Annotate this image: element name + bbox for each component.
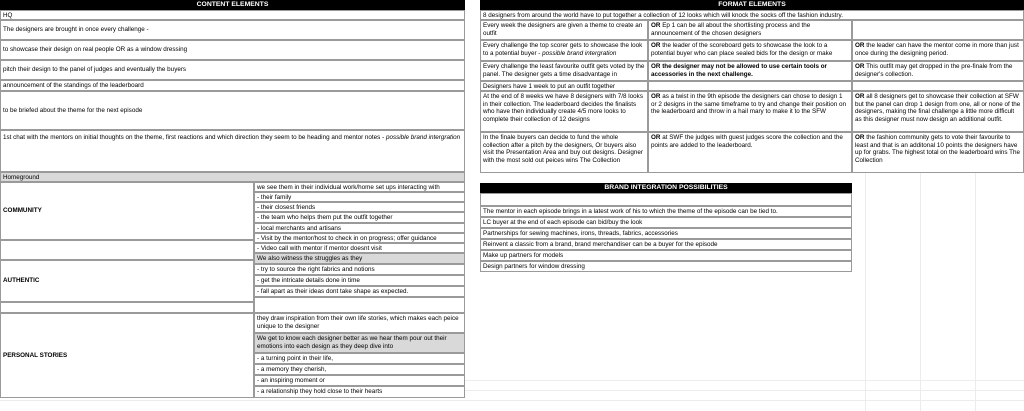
format-cell[interactable] (648, 40, 852, 61)
cell-empty[interactable] (254, 297, 465, 313)
format-cell[interactable] (852, 20, 1024, 40)
format-elements-header: FORMAT ELEMENTS (480, 0, 1024, 10)
cell-text: Every challenge the top scorer gets to showcase the look to a potential buyer - (483, 42, 643, 57)
brand-integration-header: BRAND INTEGRATION POSSIBILITIES (480, 183, 852, 193)
format-cell[interactable] (648, 132, 852, 173)
cell-text: as a twist in the 9th episode the designers can chose to design 1 or 2 designs in the same timeframe to try and change their position on the leaderboard and throw in a hail mary to make it to the SFW (651, 93, 846, 116)
cell-content-row[interactable] (0, 130, 465, 172)
cell-text: the leader can have the mentor come in more than just once during the designing period. (855, 42, 1019, 57)
brand-item[interactable]: Design partners for window dressing (480, 261, 852, 272)
brand-item[interactable]: The mentor in each episode brings in a latest work of his to which the theme of the episode can be tied to. (480, 206, 852, 217)
community-item[interactable]: - Video call with mentor if mentor doesnt visit (254, 243, 465, 253)
cell-text: Ep 1 can be all about the shortlisting process and the announcement of the chosen designers (651, 22, 811, 37)
label-authentic[interactable]: AUTHENTIC (0, 260, 254, 302)
personal-item[interactable]: they draw inspiration from their own life stories, which makes each peice unique to the designer (254, 313, 465, 333)
authentic-item[interactable]: - get the intricate details done in time (254, 275, 465, 286)
cell-empty[interactable] (0, 302, 254, 313)
format-cell[interactable] (852, 91, 1024, 132)
label-community[interactable]: COMMUNITY (0, 182, 254, 240)
community-item[interactable]: - the team who helps them put the outfit together (254, 212, 465, 223)
cell-hq[interactable]: HQ (0, 10, 465, 20)
or-label: OR (651, 134, 661, 141)
community-item[interactable]: - Visit by the mentor/host to check in on progress; offer guidance (254, 233, 465, 243)
label-personal-stories[interactable]: PERSONAL STORIES (0, 313, 254, 398)
brand-item[interactable]: Reinvent a classic from a brand, brand merchandiser can be a buyer for the episode (480, 239, 852, 250)
or-label: OR (855, 93, 865, 100)
format-cell[interactable] (648, 91, 852, 132)
or-label: OR (651, 42, 661, 49)
format-cell[interactable] (852, 132, 1024, 173)
cell-homeground[interactable]: Homeground (0, 172, 465, 182)
format-cell[interactable]: OR the designer may not be allowed to use certain tools or accessories in the next challenge. (648, 61, 852, 81)
format-cell[interactable] (852, 61, 1024, 81)
cell-text: to be briefed about the theme for the next episode (3, 106, 143, 114)
cell-content-row[interactable] (0, 20, 465, 40)
cell-text: the leader of the scoreboard gets to showcase the look to a potential buyer who can place sealed bids for the design or make (651, 42, 833, 57)
community-item[interactable]: - local merchants and artisans (254, 223, 465, 233)
format-cell[interactable] (852, 40, 1024, 61)
authentic-item[interactable]: - fall apart as their ideas dont take shape as expected. (254, 286, 465, 297)
personal-item[interactable]: - a turning point in their life, (254, 353, 465, 364)
personal-item[interactable]: - a relationship they hold close to their hearts (254, 386, 465, 398)
cell-content-row[interactable] (0, 60, 465, 80)
authentic-item[interactable]: We also witness the struggles as they (254, 253, 465, 264)
cell-text: the fashion community gets to vote their favourite to least and that is an additonal 10 points the designers have up for grabs. The highest total on the leaderboard wins The Collection (855, 134, 1020, 164)
cell-text-italic: possible brand intergration (385, 134, 461, 141)
content-elements-header: CONTENT ELEMENTS (0, 0, 465, 10)
format-cell[interactable]: Designers have 1 week to put an outfit together (480, 81, 648, 91)
format-cell[interactable] (648, 81, 852, 91)
cell-empty[interactable] (480, 193, 852, 206)
personal-item[interactable]: - an inspiring moment or (254, 375, 465, 386)
cell-text: The designers are brought in once every challenge - (3, 26, 149, 34)
personal-item[interactable]: We get to know each designer better as we hear them pour out their emotions into each design as they deep dive into (254, 333, 465, 353)
format-intro[interactable]: 8 designers from around the world have to put together a collection of 12 looks which will knock the socks off the fashion industry. (480, 10, 1024, 20)
authentic-item[interactable]: - try to source the right fabrics and notions (254, 264, 465, 275)
or-label: OR (651, 93, 661, 100)
format-cell[interactable] (852, 81, 1024, 91)
or-label: OR (855, 134, 865, 141)
format-cell[interactable]: Every challenge the least favourite outfit gets voted by the panel. The designer gets a time disadvantage in (480, 61, 648, 81)
cell-text: all 8 designers get to showcase their collection at SFW but the panel can drop 1 design from one, all or none of the designers, making the final challenge a little more difficult as this designer must now design an additional outfit. (855, 93, 1021, 123)
format-cell[interactable] (480, 40, 648, 61)
format-cell[interactable]: In the finale buyers can decide to fund the whole collection after a pitch by the designers, Or buyers also visit the Presentation Area and buy out designs. Designer with the most sold out peices wins The Collection (480, 132, 648, 173)
cell-text: to showcase their design on real people OR as a window dressing (3, 46, 188, 54)
cell-text: 1st chat with the mentors on initial thoughts on the theme, first reactions and which direction they seem to be heading and mentor notes - (3, 134, 386, 141)
cell-text: This outfit may get dropped in the pre-finale from the designer's collection. (855, 63, 1013, 78)
or-label: OR (855, 63, 865, 70)
personal-item[interactable]: - a memory they cherish, (254, 364, 465, 375)
cell-text: at SWF the judges with guest judges score the collection and the points are added to the leaderboard. (651, 134, 843, 149)
cell-content-row[interactable] (0, 91, 465, 130)
or-label: OR (855, 42, 865, 49)
brand-item[interactable]: Make up partners for models (480, 250, 852, 261)
format-cell[interactable]: Every week the designers are given a theme to create an outfit (480, 20, 648, 40)
cell-content-row[interactable] (0, 40, 465, 60)
community-item[interactable]: - their closest friends (254, 202, 465, 212)
cell-content-row[interactable]: announcement of the standings of the leaderboard (0, 80, 465, 91)
format-cell[interactable] (648, 20, 852, 40)
format-cell[interactable]: At the end of 8 weeks we have 8 designers with 7/8 looks in their collection. The leaderboard decides the finalists who have then individually create 4/5 more looks to complete their collection of 12 designs (480, 91, 648, 132)
brand-item[interactable]: Partnerships for sewing machines, irons, threads, fabrics, accessories (480, 228, 852, 239)
cell-text: pitch their design to the panel of judges and eventually the buyers (3, 66, 187, 74)
or-label: OR (651, 22, 661, 29)
community-item[interactable]: we see them in their individual work/home set ups interacting with (254, 182, 465, 192)
brand-item[interactable]: LC buyer at the end of each episode can bid/buy the look (480, 217, 852, 228)
cell-empty[interactable] (0, 240, 254, 260)
cell-text-italic: possible brand intergration (542, 49, 617, 57)
community-item[interactable]: - their family (254, 192, 465, 202)
